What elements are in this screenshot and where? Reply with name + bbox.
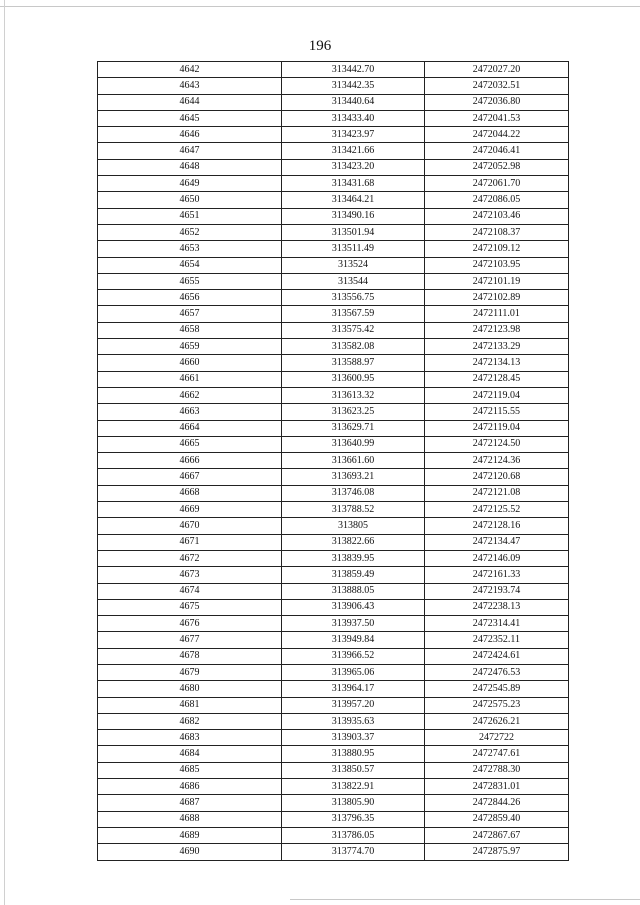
y-coordinate-cell: 2472036.80 [425,94,569,110]
point-number-cell: 4679 [98,664,282,680]
point-number-cell: 4685 [98,762,282,778]
point-number-cell: 4674 [98,583,282,599]
x-coordinate-cell: 313859.49 [282,567,425,583]
table-row [98,599,569,615]
x-coordinate-cell: 313511.49 [282,241,425,257]
table-row [98,322,569,338]
table-row [98,420,569,436]
table-row [98,273,569,289]
x-coordinate-cell: 313623.25 [282,404,425,420]
table-row [98,110,569,126]
y-coordinate-cell: 2472125.52 [425,502,569,518]
y-coordinate-cell: 2472238.13 [425,599,569,615]
y-coordinate-cell: 2472102.89 [425,290,569,306]
y-coordinate-cell: 2472101.19 [425,273,569,289]
point-number-cell: 4657 [98,306,282,322]
x-coordinate-cell: 313613.32 [282,387,425,403]
point-number-cell: 4663 [98,404,282,420]
x-coordinate-cell: 313906.43 [282,599,425,615]
y-coordinate-cell: 2472109.12 [425,241,569,257]
table-row [98,664,569,680]
x-coordinate-cell: 313964.17 [282,681,425,697]
x-coordinate-cell: 313903.37 [282,730,425,746]
x-coordinate-cell: 313600.95 [282,371,425,387]
point-number-cell: 4667 [98,469,282,485]
table-row [98,632,569,648]
point-number-cell: 4675 [98,599,282,615]
x-coordinate-cell: 313442.35 [282,78,425,94]
x-coordinate-cell: 313582.08 [282,339,425,355]
point-number-cell: 4669 [98,502,282,518]
y-coordinate-cell: 2472314.41 [425,616,569,632]
point-number-cell: 4644 [98,94,282,110]
table-row [98,469,569,485]
table-row [98,518,569,534]
point-number-cell: 4659 [98,339,282,355]
table-row [98,257,569,273]
point-number-cell: 4647 [98,143,282,159]
x-coordinate-cell: 313440.64 [282,94,425,110]
y-coordinate-cell: 2472476.53 [425,664,569,680]
x-coordinate-cell: 313588.97 [282,355,425,371]
x-coordinate-cell: 313949.84 [282,632,425,648]
y-coordinate-cell: 2472121.08 [425,485,569,501]
y-coordinate-cell: 2472844.26 [425,795,569,811]
x-coordinate-cell: 313575.42 [282,322,425,338]
x-coordinate-cell: 313966.52 [282,648,425,664]
point-number-cell: 4648 [98,159,282,175]
table-row [98,339,569,355]
y-coordinate-cell: 2472128.16 [425,518,569,534]
x-coordinate-cell: 313544 [282,273,425,289]
point-number-cell: 4651 [98,208,282,224]
table-row [98,534,569,550]
table-row [98,485,569,501]
point-number-cell: 4688 [98,811,282,827]
coordinates-table-body [98,62,569,861]
y-coordinate-cell: 2472103.95 [425,257,569,273]
point-number-cell: 4653 [98,241,282,257]
x-coordinate-cell: 313423.97 [282,127,425,143]
table-row [98,713,569,729]
table-row [98,567,569,583]
table-row [98,94,569,110]
x-coordinate-cell: 313423.20 [282,159,425,175]
point-number-cell: 4680 [98,681,282,697]
x-coordinate-cell: 313957.20 [282,697,425,713]
point-number-cell: 4678 [98,648,282,664]
x-coordinate-cell: 313774.70 [282,844,425,860]
x-coordinate-cell: 313490.16 [282,208,425,224]
table-row [98,811,569,827]
table-row [98,371,569,387]
x-coordinate-cell: 313888.05 [282,583,425,599]
point-number-cell: 4681 [98,697,282,713]
point-number-cell: 4676 [98,616,282,632]
point-number-cell: 4643 [98,78,282,94]
point-number-cell: 4658 [98,322,282,338]
x-coordinate-cell: 313788.52 [282,502,425,518]
table-row [98,290,569,306]
point-number-cell: 4666 [98,453,282,469]
table-row [98,78,569,94]
x-coordinate-cell: 313567.59 [282,306,425,322]
table-row [98,730,569,746]
table-row [98,387,569,403]
point-number-cell: 4672 [98,550,282,566]
point-number-cell: 4683 [98,730,282,746]
y-coordinate-cell: 2472134.47 [425,534,569,550]
point-number-cell: 4661 [98,371,282,387]
y-coordinate-cell: 2472120.68 [425,469,569,485]
coordinates-table [97,61,569,861]
point-number-cell: 4671 [98,534,282,550]
y-coordinate-cell: 2472193.74 [425,583,569,599]
x-coordinate-cell: 313442.70 [282,62,425,78]
y-coordinate-cell: 2472867.67 [425,827,569,843]
x-coordinate-cell: 313850.57 [282,762,425,778]
y-coordinate-cell: 2472859.40 [425,811,569,827]
x-coordinate-cell: 313822.66 [282,534,425,550]
y-coordinate-cell: 2472061.70 [425,176,569,192]
point-number-cell: 4654 [98,257,282,273]
point-number-cell: 4665 [98,436,282,452]
y-coordinate-cell: 2472626.21 [425,713,569,729]
x-coordinate-cell: 313786.05 [282,827,425,843]
table-row [98,436,569,452]
y-coordinate-cell: 2472046.41 [425,143,569,159]
y-coordinate-cell: 2472124.50 [425,436,569,452]
table-row [98,241,569,257]
x-coordinate-cell: 313501.94 [282,224,425,240]
y-coordinate-cell: 2472545.89 [425,681,569,697]
y-coordinate-cell: 2472352.11 [425,632,569,648]
point-number-cell: 4687 [98,795,282,811]
y-coordinate-cell: 2472134.13 [425,355,569,371]
x-coordinate-cell: 313805.90 [282,795,425,811]
x-coordinate-cell: 313421.66 [282,143,425,159]
x-coordinate-cell: 313965.06 [282,664,425,680]
table-row [98,176,569,192]
x-coordinate-cell: 313556.75 [282,290,425,306]
table-row [98,827,569,843]
table-row [98,681,569,697]
y-coordinate-cell: 2472086.05 [425,192,569,208]
point-number-cell: 4656 [98,290,282,306]
y-coordinate-cell: 2472424.61 [425,648,569,664]
table-row [98,143,569,159]
point-number-cell: 4682 [98,713,282,729]
point-number-cell: 4686 [98,779,282,795]
table-row [98,208,569,224]
point-number-cell: 4690 [98,844,282,860]
table-row [98,844,569,860]
y-coordinate-cell: 2472123.98 [425,322,569,338]
y-coordinate-cell: 2472146.09 [425,550,569,566]
x-coordinate-cell: 313464.21 [282,192,425,208]
table-row [98,746,569,762]
y-coordinate-cell: 2472044.22 [425,127,569,143]
point-number-cell: 4645 [98,110,282,126]
table-row [98,795,569,811]
x-coordinate-cell: 313880.95 [282,746,425,762]
y-coordinate-cell: 2472747.61 [425,746,569,762]
point-number-cell: 4655 [98,273,282,289]
x-coordinate-cell: 313935.63 [282,713,425,729]
y-coordinate-cell: 2472052.98 [425,159,569,175]
page-number: 196 [308,38,332,54]
y-coordinate-cell: 2472041.53 [425,110,569,126]
x-coordinate-cell: 313640.99 [282,436,425,452]
table-row [98,550,569,566]
y-coordinate-cell: 2472032.51 [425,78,569,94]
point-number-cell: 4646 [98,127,282,143]
scan-top-edge [0,6,640,7]
scan-bottom-edge [290,899,640,900]
table-row [98,648,569,664]
table-row [98,404,569,420]
x-coordinate-cell: 313805 [282,518,425,534]
table-row [98,697,569,713]
point-number-cell: 4673 [98,567,282,583]
y-coordinate-cell: 2472133.29 [425,339,569,355]
table-row [98,583,569,599]
y-coordinate-cell: 2472103.46 [425,208,569,224]
x-coordinate-cell: 313693.21 [282,469,425,485]
x-coordinate-cell: 313524 [282,257,425,273]
y-coordinate-cell: 2472722 [425,730,569,746]
table-row [98,453,569,469]
y-coordinate-cell: 2472875.97 [425,844,569,860]
x-coordinate-cell: 313796.35 [282,811,425,827]
point-number-cell: 4660 [98,355,282,371]
table-row [98,762,569,778]
y-coordinate-cell: 2472161.33 [425,567,569,583]
y-coordinate-cell: 2472111.01 [425,306,569,322]
table-row [98,616,569,632]
point-number-cell: 4689 [98,827,282,843]
y-coordinate-cell: 2472575.23 [425,697,569,713]
table-row [98,62,569,78]
point-number-cell: 4642 [98,62,282,78]
y-coordinate-cell: 2472027.20 [425,62,569,78]
table-row [98,355,569,371]
y-coordinate-cell: 2472115.55 [425,404,569,420]
table-row [98,502,569,518]
point-number-cell: 4684 [98,746,282,762]
x-coordinate-cell: 313661.60 [282,453,425,469]
x-coordinate-cell: 313433.40 [282,110,425,126]
point-number-cell: 4652 [98,224,282,240]
y-coordinate-cell: 2472124.36 [425,453,569,469]
y-coordinate-cell: 2472831.01 [425,779,569,795]
x-coordinate-cell: 313839.95 [282,550,425,566]
x-coordinate-cell: 313746.08 [282,485,425,501]
table-row [98,127,569,143]
point-number-cell: 4668 [98,485,282,501]
table-row [98,224,569,240]
point-number-cell: 4670 [98,518,282,534]
x-coordinate-cell: 313431.68 [282,176,425,192]
y-coordinate-cell: 2472108.37 [425,224,569,240]
y-coordinate-cell: 2472788.30 [425,762,569,778]
x-coordinate-cell: 313937.50 [282,616,425,632]
y-coordinate-cell: 2472119.04 [425,420,569,436]
point-number-cell: 4649 [98,176,282,192]
table-row [98,159,569,175]
table-row [98,192,569,208]
point-number-cell: 4662 [98,387,282,403]
table-row [98,779,569,795]
y-coordinate-cell: 2472128.45 [425,371,569,387]
table-row [98,306,569,322]
scan-left-edge [4,0,5,905]
y-coordinate-cell: 2472119.04 [425,387,569,403]
point-number-cell: 4650 [98,192,282,208]
point-number-cell: 4677 [98,632,282,648]
point-number-cell: 4664 [98,420,282,436]
x-coordinate-cell: 313822.91 [282,779,425,795]
x-coordinate-cell: 313629.71 [282,420,425,436]
